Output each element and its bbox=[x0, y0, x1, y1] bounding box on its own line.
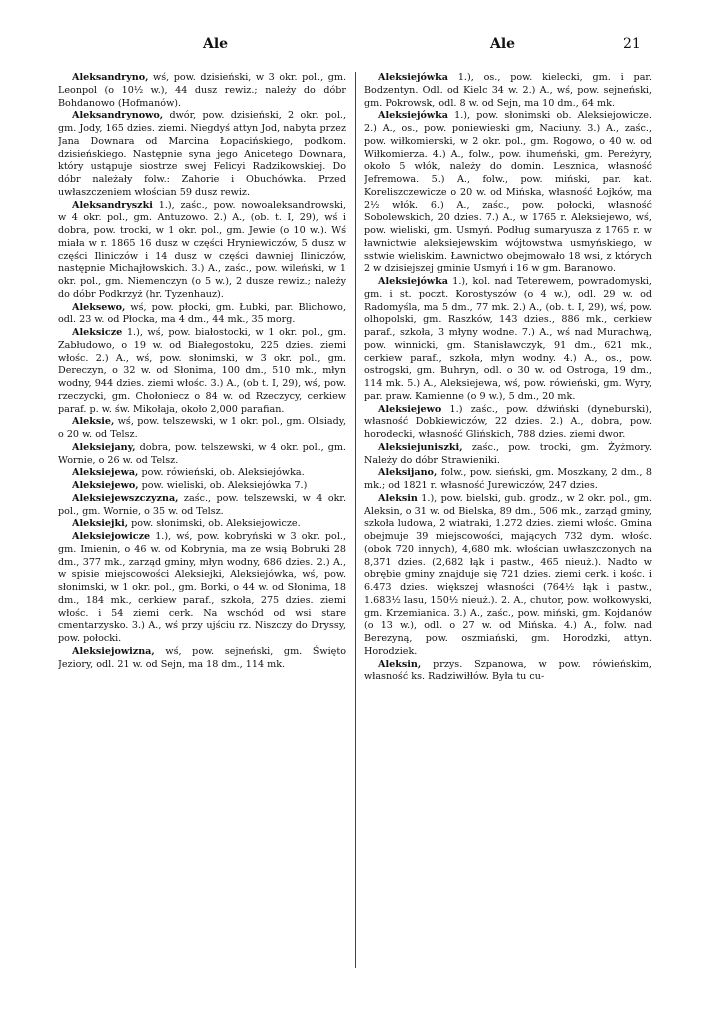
right-column bbox=[364, 72, 652, 990]
entry-headword: Aleksiejuniszki, bbox=[378, 441, 463, 453]
entry-headword: Aleksiejewa, bbox=[72, 467, 139, 479]
dictionary-entry bbox=[364, 442, 652, 468]
entry-text: 1.), wś, pow. kobryński w 3 okr. pol., gm. Imienin, o 46 w. od Kobrynia, ma ze wsią Bobruki 28 dm., 377 mk., zarząd gminy, młyn wodny, 686 dzies. 2.) A., w spisie miejscowości Aleksiejki, Aleksiejówka, wś, pow. słonimski, w 1 okr. pol., gm. Borki, o 44 w. od Słonima, 18 dm., 184 mk., cerkiew paraf., szkoła, 275 dzies. ziemi włośc. i 54 ziemi cerk. Na wschód od wsi stare cmentarzysko. 3.) A., wś przy ujściu rz. Niszczy do Dryssy, pow. połocki. bbox=[58, 531, 346, 644]
dictionary-entry bbox=[58, 327, 346, 416]
entry-headword: Aleksiejki, bbox=[72, 518, 129, 530]
entry-text: wś, pow. dzisieński, w 3 okr. pol., gm. Leonpol (o 10½ w.), 44 dusz rewiz.; należy do dóbr Bohdanowo (Hofmanów). bbox=[58, 72, 346, 109]
entry-text: pow. wieliski, ob. Aleksiejówka 7.) bbox=[138, 480, 308, 491]
entry-text: 1.), pow. bielski, gub. grodz., w 2 okr. pol., gm. Aleksin, o 31 w. od Bielska, 89 dm., 506 mk., zarząd gminy, szkoła ludowa, 2 wiatraki, 1.272 dzies. ziemi włośc. Gmina obejmuje 39 miejscowości, mających 732 dym. włośc. (obok 720 innych), 4,680 mk. włościan uwłaszczonych na 8,371 dzies. (2,682 łąk i pastw., 465 nieuż.). Nadto w obrębie gminy znajduje się 721 dzies. ziemi cerk. i kośc. i 6.473 dzies. większej własności (764½ łąk i pastw., 1.683½ lasu, 150½ nieuż.). 2. A., chutor, pow. wołkowyski, gm. Krzemianica. 3.) A., zaśc., pow. miński, gm. Kojdanów (o 13 w.), odl. o 27 w. od Mińska. 4.) A., folw. nad Berezyną, pow. oszmiański, gm. Horodzki, attyn. Horodziek. bbox=[364, 492, 652, 657]
entry-text: dwór, pow. dzisieński, 2 okr. pol., gm. Jody, 165 dzies. ziemi. Niegdyś attyn Jod, nabyta przez Jana Downara od Marcina Łopacińskiego, podkom. dzisieńskiego. Następnie syna jego Anicetego Downara, który ustąpuje siostrze swej Felicyi Radzikowskiej. Do dóbr należały folw.: Zahorie i Obuchówka. Przed uwłaszczeniem włościan 59 dusz rewiz. bbox=[58, 110, 346, 198]
dictionary-entry bbox=[364, 276, 652, 404]
header-left-word: Ale bbox=[203, 36, 229, 52]
dictionary-entry bbox=[58, 72, 346, 110]
entry-headword: Aleksijano, bbox=[378, 467, 438, 479]
entry-headword: Aleksicze bbox=[72, 327, 123, 338]
entry-headword: Aleksie, bbox=[72, 416, 115, 428]
entry-text: wś, pow. telszewski, w 1 okr. pol., gm. Olsiady, o 20 w. od Telsz. bbox=[58, 416, 346, 440]
dictionary-entry bbox=[58, 302, 346, 328]
entry-headword: Aleksandrynowo, bbox=[72, 110, 164, 122]
entry-text: 1.), pow. słonimski ob. Aleksiejowicze. 2.) A., os., pow. poniewieski gm, Naciuny. 3.) A., zaśc., pow. wiłkomierski, w 2 okr. pol., gm. Rogowo, o 40 w. od Wiłkomierza. 4.) A., folw., pow. ihumeński, gm. Pereżyry, około 5 włók, należy do domin. Lesznica, własność Jefremowa. 5.) A., folw., pow. miński, par. kat. Koreliszczewicze o 20 w. od Mińska, własność Łojków, ma 2½ włók. 6.) A., zaśc., pow. połocki, własność Sobolewskich, 20 dzies. 7.) A., w 1765 r. Aleksiejewo, wś, pow. wieliski, gm. Usmyń. Podług sumaryusza z 1765 r. w ławnictwie aleksiejewskim wójtowstwa usmyńskiego, w sstwie wieliskim. Ławnictwo obejmowało 18 wsi, z których 2 w dzisiejszej gminie Usmyń i 16 w gm. Baranowo. bbox=[364, 110, 652, 275]
dictionary-entry bbox=[58, 480, 346, 493]
entry-headword: Aleksiejowizna, bbox=[72, 645, 155, 657]
page-number: 21 bbox=[623, 36, 641, 52]
entry-headword: Aleksiejówka bbox=[378, 276, 448, 287]
entry-headword: Aleksin, bbox=[378, 658, 422, 670]
entry-text: przys. Szpanowa, w pow. rówieńskim, własność ks. Radziwiłłów. Była tu cu- bbox=[364, 658, 652, 683]
entry-text: pow. słonimski, ob. Aleksiejowicze. bbox=[128, 518, 301, 530]
dictionary-entry bbox=[58, 467, 346, 480]
entry-headword: Aleksiejany, bbox=[72, 441, 136, 453]
entry-text: 1.) zaśc., pow. dźwiński (dyneburski), własność Dobkiewiczów, 22 dzies. 2.) A., dobra, pow. horodecki, własność Glińskich, 788 dzies. ziemi dwor. bbox=[364, 403, 652, 440]
dictionary-entry bbox=[364, 110, 652, 276]
entry-headword: Aleksandryszki bbox=[72, 199, 153, 211]
entry-text: 1.), kol. nad Teterewem, powradomyski, gm. i st. poczt. Korostyszów (o 4 w.), odl. 29 w. od Radomyśla, ma 5 dm., 77 mk. 2.) A., (ob. t. I, 29), wś, pow. olhopolski, gm. Raszków, 143 dzies., 886 mk., cerkiew paraf., szkoła, 3 młyny wodne. 7.) A., wś nad Murachwą, pow. winnicki, gm. Stanisławczyk, 91 dm., 621 mk., cerkiew paraf., szkoła, młyn wodny. 4.) A., os., pow. ostrogski, gm. Buhryn, odl. o 30 w. od Ostroga, 19 dm., 114 mk. 5.) A., Aleksiejewa, wś, pow. rówieński, gm. Wyry, par. praw. Kamienne (o 9 w.), 5 dm., 20 mk. bbox=[364, 276, 652, 402]
entry-text: 1.), wś, pow. białostocki, w 1 okr. pol., gm. Zabłudowo, o 19 w. od Białegostoku, 225 dzies. ziemi włośc. 2.) A., wś, pow. słonimski, w 3 okr. pol., gm. Dereczyn, o 32 w. od Słonima, 100 dm., 510 mk., młyn wodny, 944 dzies. ziemi włośc. 3.) A., (ob t. I, 29), wś, pow. rzeczycki, gm. Chołoniecz o 84 w. od Rzeczycy, cerkiew paraf. p. w. św. Mikołaja, około 2,000 parafian. bbox=[58, 327, 346, 415]
entry-headword: Aleksandryno, bbox=[72, 72, 149, 83]
entry-text: 1.), zaśc., pow. nowoaleksandrowski, w 4 okr. pol., gm. Antuzowo. 2.) A., (ob. t. I, 29), wś i dobra, pow. trocki, w 1 okr. pol., gm. Jewie (o 10 w.). Wś miała w r. 1865 16 dusz w części Hryniewiczów, 5 dusz w części Iliniczów i 14 dusz w części dawniej Iliniczów, następnie Michajłowskich. 3.) A., zaśc., pow. wileński, w 1 okr. pol., gm. Niemenczyn (o 5 w.), 2 dusze rewiz.; należy do dóbr Podkrzyż (hr. Tyzenhauz). bbox=[58, 199, 346, 300]
entry-text: wś, pow. sejneński, gm. Święto Jeziory, odl. 21 w. od Sejn, ma 18 dm., 114 mk. bbox=[58, 645, 346, 670]
running-header bbox=[0, 36, 720, 58]
dictionary-entry bbox=[58, 493, 346, 519]
dictionary-entry bbox=[364, 467, 652, 493]
entry-headword: Aleksiejówka bbox=[378, 72, 448, 83]
dictionary-entry bbox=[58, 416, 346, 442]
entry-text: pow. rówieński, ob. Aleksiejówka. bbox=[138, 467, 305, 479]
entry-headword: Aleksiejewszczyzna, bbox=[72, 492, 179, 504]
entry-headword: Aleksewo, bbox=[72, 301, 126, 313]
dictionary-entry bbox=[58, 531, 346, 646]
entry-text: zaśc., pow. trocki, gm. Żyżmory. Należy do dóbr Strawieniki. bbox=[364, 441, 652, 466]
entry-text: dobra, pow. telszewski, w 4 okr. pol., gm. Wornie, o 26 w. od Telsz. bbox=[58, 441, 346, 466]
column-divider bbox=[355, 72, 356, 968]
entry-headword: Aleksiejówka bbox=[378, 110, 448, 122]
entry-headword: Aleksiejewo bbox=[378, 403, 442, 415]
entry-text: 1.), os., pow. kielecki, gm. i par. Bodzentyn. Odl. od Kielc 34 w. 2.) A., wś, pow. sejneński, gm. Pokrowsk, odl. 8 w. od Sejn, ma 10 dm., 64 mk. bbox=[364, 72, 652, 109]
header-right-word: Ale bbox=[490, 36, 516, 52]
dictionary-entry bbox=[58, 518, 346, 531]
dictionary-entry bbox=[364, 493, 652, 659]
dictionary-entry bbox=[364, 659, 652, 685]
dictionary-entry bbox=[364, 72, 652, 110]
entry-headword: Aleksiejowicze bbox=[72, 531, 151, 542]
dictionary-entry bbox=[58, 200, 346, 302]
dictionary-entry bbox=[58, 646, 346, 672]
left-column bbox=[58, 72, 346, 990]
dictionary-entry bbox=[364, 404, 652, 442]
entry-headword: Aleksin bbox=[378, 492, 418, 504]
entry-text: folw., pow. sieński, gm. Moszkany, 2 dm., 8 mk.; od 1821 r. własność Jurewiczów, 247 dzies. bbox=[364, 467, 652, 491]
entry-text: wś, pow. płocki, gm. Łubki, par. Blichowo, odl. 23 w. od Płocka, ma 4 dm., 44 mk., 35 morg. bbox=[58, 301, 346, 326]
dictionary-entry bbox=[58, 442, 346, 468]
entry-text: zaśc., pow. telszewski, w 4 okr. pol., gm. Wornie, o 35 w. od Telsz. bbox=[58, 492, 346, 517]
entry-headword: Aleksiejewo, bbox=[72, 480, 139, 491]
dictionary-entry bbox=[58, 110, 346, 199]
